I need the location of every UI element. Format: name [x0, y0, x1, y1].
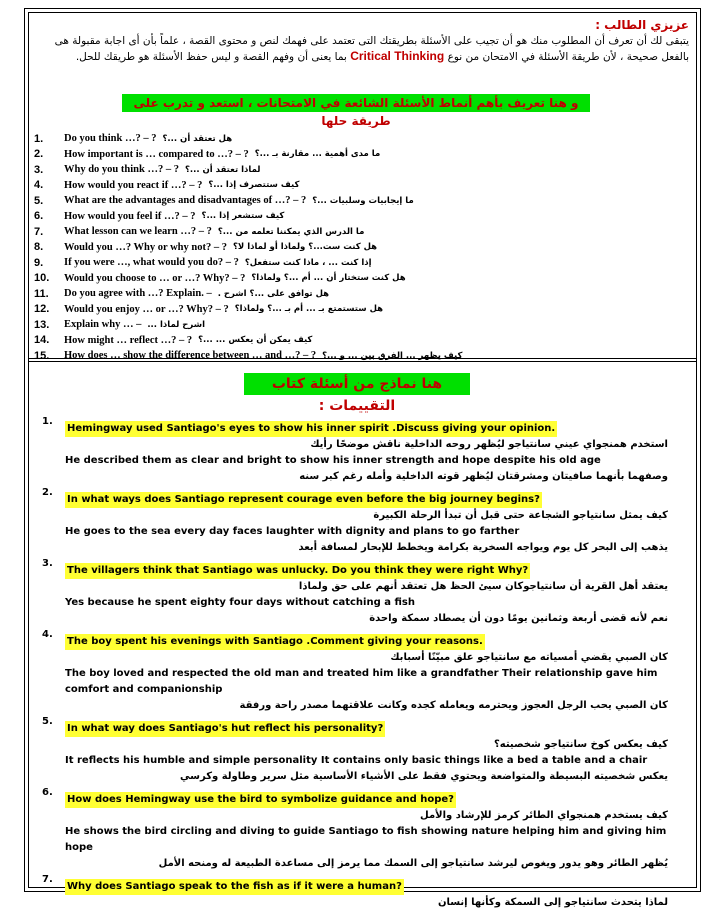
- pattern-english: What are the advantages and disadvantages of …? – ?: [64, 195, 307, 207]
- critical-thinking-label: Critical Thinking: [350, 49, 445, 63]
- example-question-row: [44, 487, 674, 508]
- pattern-number: 7.: [34, 225, 44, 238]
- example-question: Why does Santiago speak to the fish as if it were a human?: [65, 879, 404, 895]
- pattern-english: Would you enjoy … or …? Why? – ?: [64, 303, 229, 315]
- pattern-arabic: ما الدرس الذي يمكننا تعلمه من ...؟: [217, 226, 365, 237]
- pattern-english: Explain why … –: [64, 319, 142, 331]
- example-answer: He described them as clear and bright to show his inner strength and hope despite his old age: [65, 455, 601, 466]
- example-answer: It reflects his humble and simple personality It contains only basic things like a bed a table and a chair: [65, 755, 648, 766]
- example-question: In what ways does Santiago represent courage even before the big journey begins?: [65, 492, 542, 508]
- pattern-arabic: إذا كنت ... ، ماذا كنت ستفعل؟: [244, 257, 372, 268]
- pattern-number: 12.: [34, 303, 50, 316]
- example-number: 5.: [42, 716, 53, 727]
- example-question-arabic: استخدم همنجواي عيني سانتياجو ليُظهر روحه الداخلية ناقش موضحًا رأيك: [310, 439, 668, 450]
- question-patterns-list: [34, 131, 674, 364]
- example-question: Hemingway used Santiago's eyes to show his inner spirit .Discuss giving your opinion.: [65, 421, 557, 437]
- pattern-item: [34, 240, 674, 256]
- example-item: [44, 787, 674, 872]
- examples-banner: هنا نماذج من أسئلة كتاب التقييمات :: [244, 373, 470, 395]
- pattern-arabic: اشرح لماذا ...: [147, 319, 205, 330]
- example-item: [44, 629, 674, 714]
- example-answer: Yes because he spent eighty four days without catching a fish: [65, 597, 415, 608]
- example-item: [44, 874, 674, 911]
- pattern-item: [34, 147, 674, 163]
- pattern-arabic: كيف ستشعر إذا ...؟: [201, 211, 285, 222]
- pattern-arabic: هل كنت ست...؟ ولماذا أو لماذا لا؟: [233, 242, 378, 253]
- pattern-english: Would you …? Why or why not? – ?: [64, 241, 227, 253]
- example-number: 1.: [42, 416, 53, 427]
- example-question-arabic: كيف يستخدم همنجواي الطائر كرمز للإرشاد والأمل: [420, 810, 668, 821]
- pattern-number: 1.: [34, 132, 44, 145]
- divider-rule: [28, 358, 697, 359]
- pattern-number: 11.: [34, 287, 49, 300]
- pattern-item: [34, 333, 674, 349]
- pattern-arabic: كيف يظهر ... الفرق بين ... و ...؟: [322, 350, 463, 361]
- intro-heading: عزيزي الطالب :: [595, 18, 689, 32]
- pattern-english: If you were …, what would you do? – ?: [64, 257, 239, 269]
- example-item: [44, 716, 674, 785]
- example-question: How does Hemingway use the bird to symbolize guidance and hope?: [65, 792, 456, 808]
- example-question-row: [44, 416, 674, 437]
- pattern-number: 4.: [34, 179, 44, 192]
- example-question-row: [44, 874, 674, 895]
- pattern-english: Why do you think …? – ?: [64, 164, 179, 176]
- example-number: 7.: [42, 874, 53, 885]
- example-question-row: [44, 629, 674, 650]
- pattern-english: Would you choose to … or …? Why? – ?: [64, 272, 246, 284]
- example-question-arabic: كان الصبي يقضي أمسياته مع سانتياجو علق مبيّنًا أسبابك: [390, 652, 668, 663]
- examples-list: [44, 416, 674, 913]
- patterns-banner: و هنا تعريف بأهم أنماط الأسئلة الشائعة في الامتحانات ، استعد و تدرب على طريقة حلها: [122, 94, 590, 112]
- example-question-row: [44, 558, 674, 579]
- pattern-item: [34, 255, 674, 271]
- pattern-arabic: كيف ستتصرف إذا ...؟: [208, 180, 300, 191]
- example-question-arabic: كيف يعكس كوخ سانتياجو شخصيته؟: [493, 739, 668, 750]
- pattern-arabic: ما مدى أهمية ... مقارنة بـ ...؟: [254, 149, 381, 160]
- pattern-english: Do you agree with …? Explain. –: [64, 288, 212, 300]
- example-question-row: [44, 716, 674, 737]
- pattern-arabic: ما إيجابيات وسلبيات ...؟: [312, 195, 414, 206]
- pattern-english: How might … reflect …? – ?: [64, 334, 193, 346]
- example-number: 6.: [42, 787, 53, 798]
- example-answer-arabic: يذهب إلى البحر كل يوم ويواجه السخرية بكرامة ويخطط للإبحار لمسافة أبعد: [298, 542, 668, 553]
- pattern-item: [34, 224, 674, 240]
- pattern-english: What lesson can we learn …? – ?: [64, 226, 212, 238]
- pattern-item: [34, 178, 674, 194]
- pattern-number: 10.: [34, 272, 50, 285]
- example-number: 3.: [42, 558, 53, 569]
- pattern-number: 8.: [34, 241, 44, 254]
- example-item: [44, 416, 674, 485]
- pattern-number: 3.: [34, 163, 44, 176]
- pattern-english: Do you think …? – ?: [64, 133, 157, 145]
- divider-rule: [28, 361, 697, 362]
- pattern-number: 15.: [34, 349, 50, 362]
- example-question-row: [44, 787, 674, 808]
- pattern-arabic: هل ستستمتع بـ ... أم بـ ...؟ ولماذا؟: [234, 304, 384, 315]
- pattern-item: [34, 317, 674, 333]
- example-question: The boy spent his evenings with Santiago .Comment giving your reasons.: [65, 634, 485, 650]
- pattern-arabic: لماذا تعتقد أن ...؟: [184, 164, 261, 175]
- intro-paragraph: [40, 34, 689, 65]
- example-answer-arabic: نعم لأنه قضى أربعة وثمانين يومًا دون أن يصطاد سمكة واحدة: [369, 613, 668, 624]
- pattern-arabic: هل توافق على ...؟ اشرح .: [217, 288, 330, 299]
- example-question-arabic: يعتقد أهل القرية أن سانتياجوكان سيئ الحظ هل تعتقد أنهم على حق ولماذا: [298, 581, 668, 592]
- pattern-item: [34, 271, 674, 287]
- pattern-english: How does … show the difference between … and …? – ?: [64, 350, 317, 362]
- pattern-item: [34, 209, 674, 225]
- example-item: [44, 487, 674, 556]
- example-item: [44, 558, 674, 627]
- intro-text-part1: يتبقى لك أن تعرف أن المطلوب منك هو أن تجيب على الأسئلة بطريقتك التى تعتمد على فهمك لنص و محتوى القصة ، علماً بأن أى اجابة مقبولة هى بالفعل صحيحة ، لأن طريقة الأسئلة في الامتحان من نوع: [54, 35, 689, 63]
- pattern-item: [34, 286, 674, 302]
- pattern-number: 6.: [34, 210, 44, 223]
- example-number: 4.: [42, 629, 53, 640]
- example-question-arabic: كيف يمثل سانتياجو الشجاعة حتى قبل أن تبدأ الرحلة الكبيرة: [373, 510, 668, 521]
- pattern-arabic: هل كنت ستختار أن ... أم ...؟ ولماذا؟: [251, 273, 406, 284]
- example-answer: He shows the bird circling and diving to guide Santiago to fish showing nature helping him and giving him hope: [65, 826, 667, 853]
- example-answer: The boy loved and respected the old man and treated him like a grandfather Their relationship gave him comfort and companionship: [65, 668, 658, 695]
- pattern-number: 9.: [34, 256, 44, 269]
- example-question: The villagers think that Santiago was unlucky. Do you think they were right Why?: [65, 563, 530, 579]
- pattern-arabic: كيف يمكن أن يعكس ... ...؟: [198, 335, 313, 346]
- pattern-item: [34, 193, 674, 209]
- example-answer-arabic: يعكس شخصيته البسيطة والمتواضعة ويحتوي فقط على الأشياء الأساسية مثل سرير وطاولة وكرسي: [180, 771, 668, 782]
- example-answer-arabic: كان الصبي يحب الرجل العجوز ويحترمه ويعامله كجده وكانت علاقتهما مصدر راحة ورفقة: [239, 700, 668, 711]
- example-number: 2.: [42, 487, 53, 498]
- pattern-number: 14.: [34, 334, 50, 347]
- example-answer-arabic: وصفهما بأنهما صافيتان ومشرقتان ليُظهر قوته الداخلية وأمله رغم كبر سنه: [299, 471, 668, 482]
- pattern-number: 13.: [34, 318, 50, 331]
- example-answer: He goes to the sea every day faces laughter with dignity and plans to go farther: [65, 526, 520, 537]
- pattern-number: 5.: [34, 194, 44, 207]
- example-question-arabic: لماذا يتحدث سانتياجو إلى السمكة وكأنها إنسان: [437, 897, 668, 908]
- example-answer-arabic: يُظهر الطائر وهو يدور ويغوص ليرشد سانتياجو إلى السمك مما يرمز إلى مساعدة الطبيعة له ومنحه الأمل: [158, 858, 668, 869]
- pattern-item: [34, 162, 674, 178]
- intro-text-part2: بما يعنى أن وفهم القصة و ليس حفظ الأسئلة هو طريقك للحل.: [75, 51, 347, 63]
- pattern-english: How would you react if …? – ?: [64, 179, 203, 191]
- pattern-item: [34, 302, 674, 318]
- pattern-english: How important is … compared to …? – ?: [64, 148, 249, 160]
- pattern-item: [34, 131, 674, 147]
- pattern-number: 2.: [34, 148, 44, 161]
- example-question: In what way does Santiago's hut reflect his personality?: [65, 721, 385, 737]
- pattern-arabic: هل تعتقد أن ...؟: [162, 133, 233, 144]
- pattern-english: How would you feel if …? – ?: [64, 210, 196, 222]
